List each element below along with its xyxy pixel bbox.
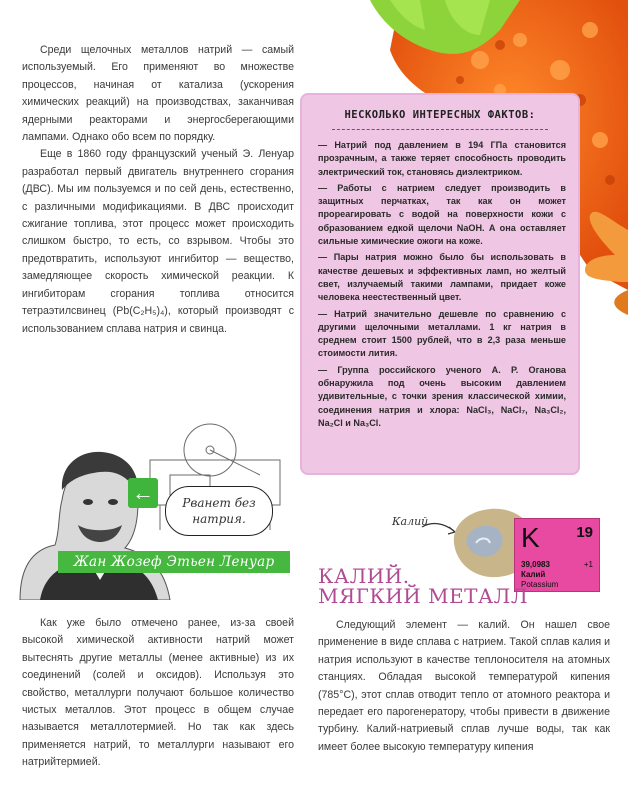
lower-text [22, 615, 294, 772]
fact-item: — Работы с натрием следует производить в защитных перчатках, так как он может прореагировать с водой на поверхности кожи с образованием едкой щелочи NaOH. А она оставляет сильные химические ожоги на коже. [318, 182, 566, 247]
fact-item: — Натрий значительно дешевле по сравнению с другими щелочными металлами. 1 кг натрия в среднем стоит 1500 рублей, что в 2,3 раза меньше стоимости лития. [318, 308, 566, 359]
element-symbol: K [521, 522, 540, 553]
green-glove-illustration [350, 0, 530, 90]
fact-item: — Группа российского ученого А. Р. Оганова обнаружила под очень высоким давлением удивительные, с точки зрения классической химии, соединения натрия и хлора: NaCl₃, NaCl₇, Na₃Cl₂, Na₂Cl и Na₃Cl. [318, 364, 566, 428]
portrait-caption: Жан Жозеф Этьен Ленуар [58, 551, 290, 573]
element-name-en: Potassium [521, 580, 559, 589]
potassium-text [318, 617, 610, 756]
potassium-heading [318, 566, 528, 606]
facts-list [318, 139, 566, 433]
atomic-number: 19 [576, 524, 593, 541]
speech-bubble: Рванет без натрия. [165, 486, 273, 536]
potassium-label: Калий [392, 515, 429, 528]
potassium-paragraph: Следующий элемент — калий. Он нашел свое применение в виде сплава с натрием. Такой сплав калия и натрия используют в качестве теплоносителя на атомных станциях. Обладая высокой температурой кипения (785°С), этот сплав отводит тепло от атомного реактора и передает его парогенератору, чтобы привести в движение турбину. Калий-натриевый сплав лучше воды, так как имеет более высокую температуру кипения [318, 619, 610, 753]
facts-title-underline [332, 129, 548, 130]
oxidation-state: +1 [583, 560, 593, 569]
intro-paragraph-1: Среди щелочных металлов натрий — самый используемый. Его применяют во множестве процессов, начиная от катализа (ускорения химических реакций) на производствах, заканчивая ядерными реакторами и энергосберегающими лампами. Однако обо всем по порядку. [22, 44, 294, 144]
back-arrow-icon: ← [128, 478, 158, 508]
atomic-mass: 39,0983 [521, 560, 550, 569]
lower-paragraph: Как уже было отмечено ранее, из-за своей высокой химической активности натрий может вытеснять другие металлы (менее активные) из их соединений (солей и оксидов). Используя это свойство, металлурги получают большое количество чистых металлов. Этот процесс в общем случае называется металлотермией. Но так как здесь применяется натрий, то металлурги называют его натрийтермией. [22, 617, 294, 769]
heading-line-1: КАЛИЙ. [318, 564, 410, 588]
fact-item: — Пары натрия можно было бы использовать в качестве дешевых и эффективных ламп, но желтый свет, излучаемый такими лампами, придает коже человека неестественный цвет. [318, 252, 566, 303]
fact-item: — Натрий под давлением в 194 ГПа становится прозрачным, а также теряет способность проводить электрический ток, становясь диэлектриком. [318, 140, 566, 177]
intro-text [22, 42, 294, 338]
intro-paragraph-2: Еще в 1860 году французский ученый Э. Ленуар разработал первый двигатель внутреннего сгорания (ДВС). Мы им пользуемся и по сей день, естественно, с различными модификациями. В ДВС происходит сжигание топлива, этот процесс может происходить слишком быстро, то есть, со взрывом. Чтобы это предотвратить, используют ингибитор — вещество, замедляющее скорость химической реакции. К ингибиторам сгорания топлива относится тетраэтилсвинец (Pb(C₂H₅)₄), который производят с использованием сплава натрия и свинца. [22, 148, 294, 335]
element-name-ru: Калий [521, 570, 546, 579]
heading-line-2: МЯГКИЙ МЕТАЛЛ [318, 584, 529, 608]
facts-title: НЕСКОЛЬКО ИНТЕРЕСНЫХ ФАКТОВ: [344, 109, 536, 121]
facts-box [302, 95, 578, 473]
